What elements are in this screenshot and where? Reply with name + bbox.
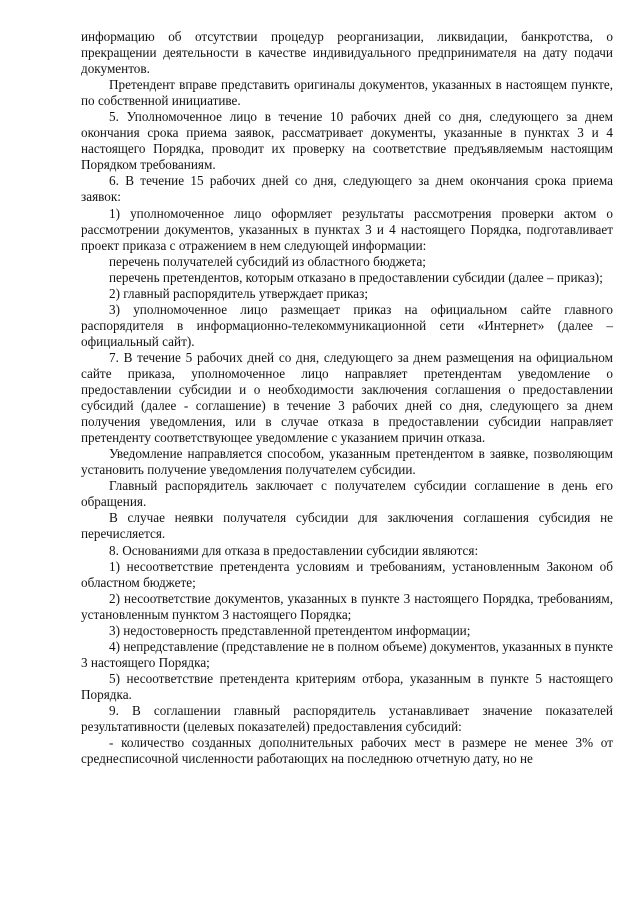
paragraph: В случае неявки получателя субсидии для заключения соглашения субсидия не перечисляется. — [81, 510, 613, 542]
paragraph: 7. В течение 5 рабочих дней со дня, следующего за днем размещения на официальном сайте приказа, уполномоченное лицо направляет претендентам уведомление о предоставлении субсидии и о необходимости заключения соглашения о предоставлении субсидий (далее - соглашение) в течение 3 рабочих дней со дня, следующего за днем получения уведомления, или в случае отказа в предоставлении субсидии направляет претенденту соответствующее уведомление с указанием причин отказа. — [81, 349, 613, 446]
paragraph: Претендент вправе представить оригиналы документов, указанных в настоящем пункте, по собственной инициативе. — [81, 77, 613, 109]
paragraph: 5. Уполномоченное лицо в течение 10 рабочих дней со дня, следующего за днем окончания срока приема заявок, рассматривает документы, указанные в пунктах 3 и 4 настоящего Порядка, проводит их проверку на соответствие предъявляемым настоящим Порядком требованиям. — [81, 109, 613, 173]
paragraph: перечень претендентов, которым отказано в предоставлении субсидии (далее – приказ); — [109, 269, 603, 285]
paragraph: 9. В соглашении главный распорядитель устанавливает значение показателей результативности (целевых показателей) предоставления субсидий: — [81, 702, 613, 735]
paragraph: 1) уполномоченное лицо оформляет результаты рассмотрения проверки актом о рассмотрении документов, указанных в пунктах 3 и 4 настоящего Порядка, подготавливает проект приказа с отражением в нем следующей информации: — [81, 205, 613, 253]
paragraph: 3) уполномоченное лицо размещает приказ на официальном сайте главного распорядителя в информационно-телекоммуникационной сети «Интернет» (далее – официальный сайт). — [81, 301, 613, 349]
paragraph: Главный распорядитель заключает с получателем субсидии соглашение в день его обращения. — [81, 478, 613, 510]
paragraph: информацию об отсутствии процедур реорганизации, ликвидации, банкротства, о прекращении деятельности в качестве индивидуального предпринимателя на дату подачи документов. — [81, 29, 613, 77]
paragraph: Уведомление направляется способом, указанным претендентом в заявке, позволяющим установить получение уведомления получателем субсидии. — [81, 446, 613, 478]
paragraph: 2) несоответствие документов, указанных в пункте 3 настоящего Порядка, требованиям, установленным пунктом 3 настоящего Порядка; — [81, 590, 613, 622]
paragraph: 2) главный распорядитель утверждает приказ; — [109, 285, 369, 301]
paragraph: 5) несоответствие претендента критериям отбора, указанным в пункте 5 настоящего Порядка. — [81, 670, 613, 702]
paragraph: 3) недостоверность представленной претендентом информации; — [109, 622, 471, 638]
paragraph: 1) несоответствие претендента условиям и требованиям, установленным Законом об областном бюджете; — [81, 558, 613, 590]
paragraph: 6. В течение 15 рабочих дней со дня, следующего за днем окончания срока приема заявок: — [81, 173, 613, 205]
paragraph: 4) непредставление (представление не в полном объеме) документов, указанных в пункте 3 настоящего Порядка; — [81, 638, 613, 670]
paragraph: - количество созданных дополнительных рабочих мест в размере не менее 3% от среднесписочной численности работающих на последнюю отчетную дату, но не — [81, 735, 613, 767]
paragraph: 8. Основаниями для отказа в предоставлении субсидии являются: — [109, 542, 479, 558]
paragraph: перечень получателей субсидий из областного бюджета; — [109, 253, 426, 269]
